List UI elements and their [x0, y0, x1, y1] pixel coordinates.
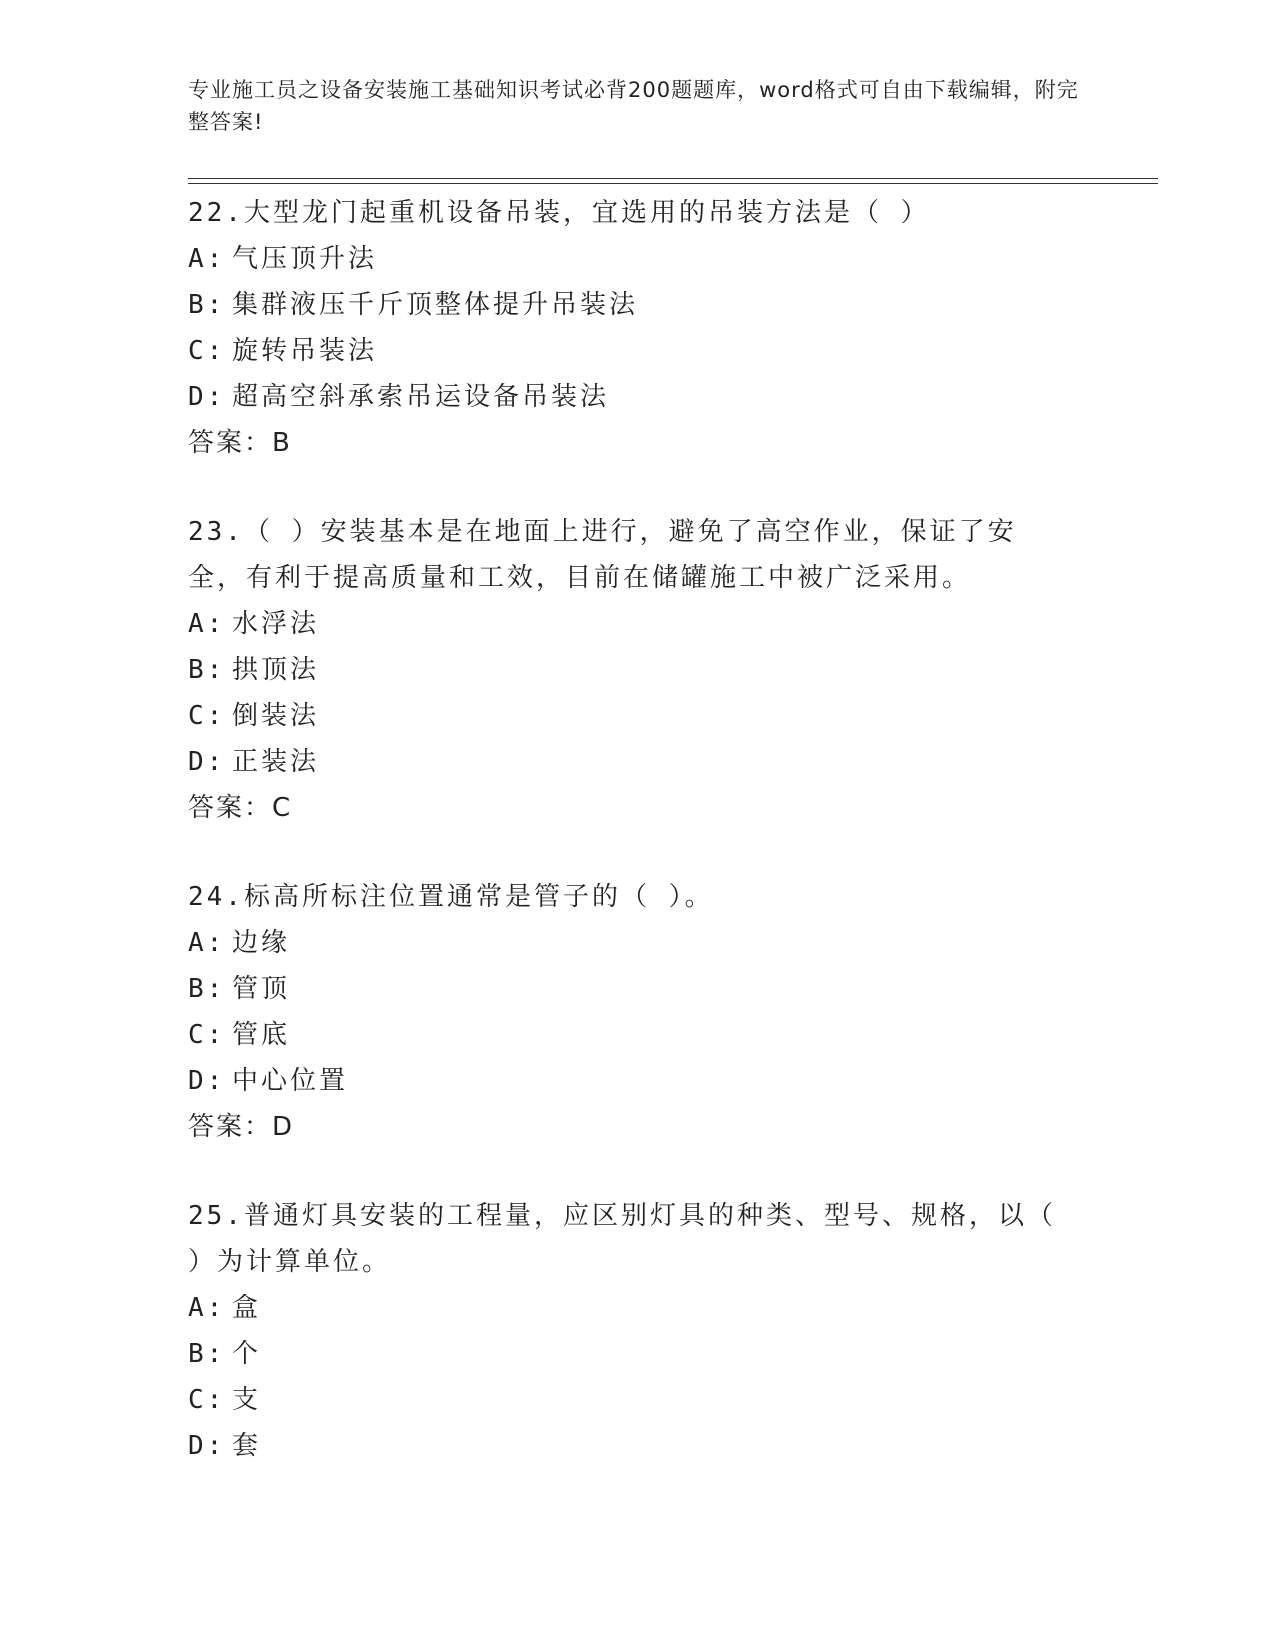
option-key: A: [188, 928, 226, 958]
option-text: 中心位置 [232, 1066, 349, 1096]
option-b [188, 966, 1068, 1012]
option-text: 管底 [232, 1020, 291, 1050]
option-key: B: [188, 290, 226, 320]
option-key: B: [188, 655, 226, 685]
option-text: 管顶 [232, 974, 291, 1004]
option-a [188, 920, 1068, 966]
option-text: 个 [232, 1339, 262, 1369]
question-24 [188, 874, 1068, 1150]
option-c [188, 328, 1068, 374]
option-key: C: [188, 1020, 226, 1050]
option-c [188, 1377, 1068, 1423]
option-text: 支 [232, 1385, 262, 1415]
option-d [188, 1423, 1068, 1469]
answer-line: 答案：B [188, 428, 292, 458]
question-23 [188, 509, 1068, 831]
option-key: A: [188, 244, 226, 274]
option-key: B: [188, 1339, 226, 1369]
option-text: 集群液压千斤顶整体提升吊装法 [232, 290, 639, 320]
option-b [188, 1331, 1068, 1377]
option-text: 套 [232, 1431, 262, 1461]
option-a [188, 236, 1068, 282]
header-divider-top [188, 178, 1158, 179]
option-text: 旋转吊装法 [232, 336, 378, 366]
option-d [188, 1058, 1068, 1104]
option-key: B: [188, 974, 226, 1004]
option-key: C: [188, 336, 226, 366]
option-key: D: [188, 382, 226, 412]
option-key: D: [188, 1431, 226, 1461]
option-key: C: [188, 701, 226, 731]
option-text: 倒装法 [232, 701, 320, 731]
option-text: 正装法 [232, 747, 320, 777]
option-b [188, 282, 1068, 328]
option-text: 盒 [232, 1293, 262, 1323]
question-25 [188, 1193, 1068, 1469]
document-title: 专业施工员之设备安装施工基础知识考试必背200题题库，word格式可自由下载编辑，附完整答案! [188, 78, 1079, 134]
option-d [188, 739, 1068, 785]
answer-line: 答案：D [188, 1112, 295, 1142]
answer-line: 答案：C [188, 793, 293, 823]
option-c [188, 693, 1068, 739]
option-text: 超高空斜承索吊运设备吊装法 [232, 382, 610, 412]
option-text: 气压顶升法 [232, 244, 378, 274]
option-key: D: [188, 747, 226, 777]
question-stem: 22.大型龙门起重机设备吊装，宜选用的吊装方法是（ ） [188, 198, 930, 228]
option-text: 拱顶法 [232, 655, 320, 685]
question-22 [188, 190, 1068, 466]
option-key: A: [188, 1293, 226, 1323]
option-key: D: [188, 1066, 226, 1096]
option-d [188, 374, 1068, 420]
option-a [188, 601, 1068, 647]
header-divider-bottom [188, 183, 1158, 184]
option-key: C: [188, 1385, 226, 1415]
question-stem: 23.（ ）安装基本是在地面上进行，避免了高空作业，保证了安全，有利于提高质量和工效，目前在储罐施工中被广泛采用。 [188, 517, 1017, 593]
option-b [188, 647, 1068, 693]
option-a [188, 1285, 1068, 1331]
option-text: 水浮法 [232, 609, 320, 639]
question-stem: 25.普通灯具安装的工程量，应区别灯具的种类、型号、规格，以（ ）为计算单位。 [188, 1201, 1056, 1277]
question-stem: 24.标高所标注位置通常是管子的（ ）。 [188, 882, 714, 912]
option-text: 边缘 [232, 928, 291, 958]
option-key: A: [188, 609, 226, 639]
option-c [188, 1012, 1068, 1058]
